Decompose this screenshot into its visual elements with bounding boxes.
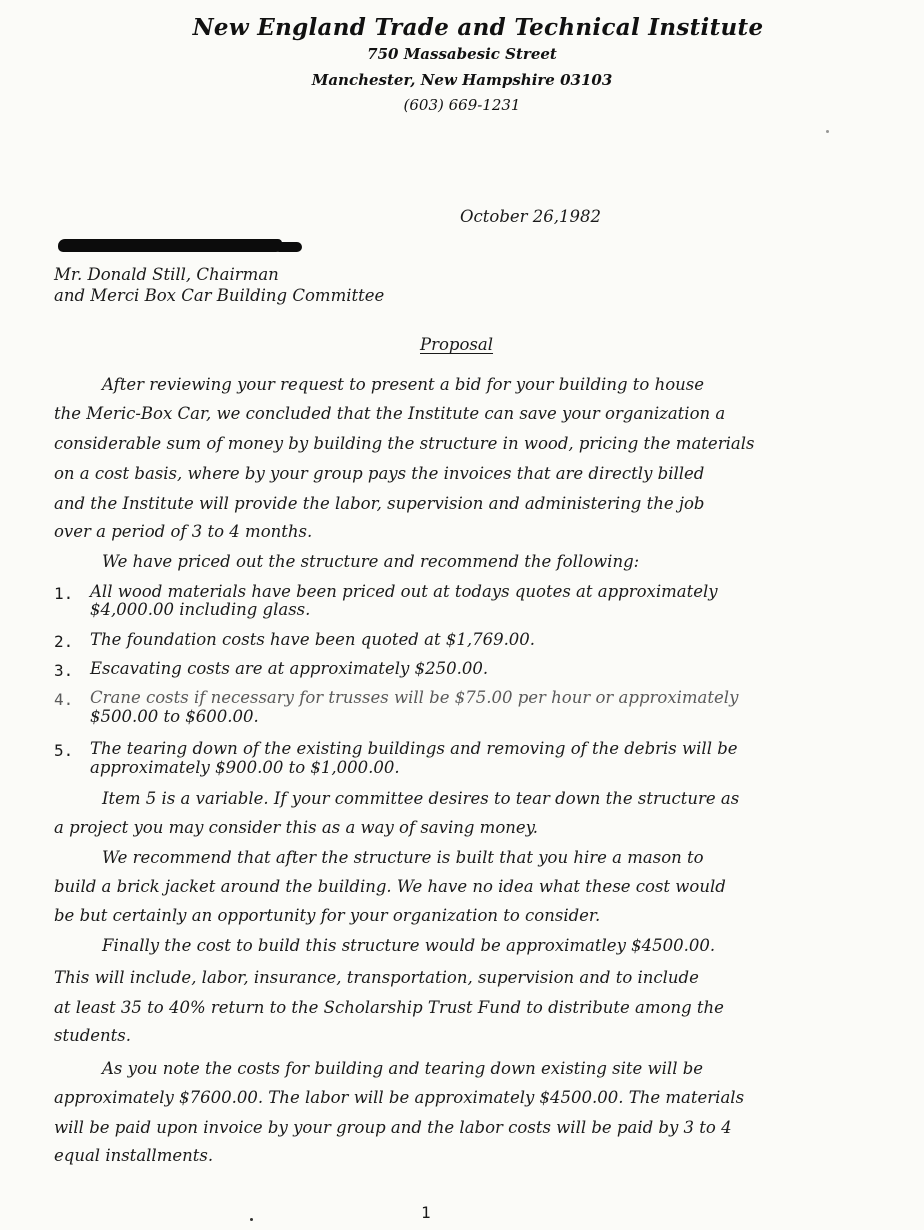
- paragraph-1-line: considerable sum of money by building the structure in wood, pricing the materials: [54, 434, 755, 453]
- paragraph-1-line: on a cost basis, where by your group pays the invoices that are directly billed: [54, 464, 705, 483]
- item-line: Escavating costs are at approximately $250.00.: [90, 659, 489, 678]
- paragraph-2-line: a project you may consider this as a way of saving money.: [54, 818, 539, 837]
- paragraph-5-line: will be paid upon invoice by your group and the labor costs will be paid by 3 to 4: [54, 1118, 732, 1137]
- paper-speck: [250, 1218, 253, 1221]
- paragraph-1-line: over a period of 3 to 4 months.: [54, 522, 313, 541]
- item-line: The tearing down of the existing buildings and removing of the debris will be: [90, 739, 738, 758]
- item-line: approximately $900.00 to $1,000.00.: [90, 758, 400, 777]
- item-line: $4,000.00 including glass.: [90, 600, 311, 619]
- letterhead-phone: (603) 669-1231: [403, 96, 521, 114]
- paper-speck: [826, 130, 829, 133]
- recipient-line-2: and Merci Box Car Building Committee: [54, 286, 385, 305]
- recipient-line-1: Mr. Donald Still, Chairman: [54, 265, 279, 284]
- item-line: Crane costs if necessary for trusses will be $75.00 per hour or approximately: [90, 688, 739, 707]
- paragraph-4-line: students.: [54, 1026, 132, 1045]
- item-line: The foundation costs have been quoted at $1,769.00.: [90, 630, 536, 649]
- paragraph-4-line: This will include, labor, insurance, transportation, supervision and to include: [54, 968, 699, 987]
- paragraph-4-line: at least 35 to 40% return to the Scholarship Trust Fund to distribute among the: [54, 998, 724, 1017]
- letterhead-city: Manchester, New Hampshire 03103: [311, 71, 613, 89]
- list-intro: We have priced out the structure and recommend the following:: [102, 552, 640, 571]
- item-number: 1.: [54, 584, 74, 603]
- item-number: 5.: [54, 741, 74, 760]
- page-number: 1: [421, 1203, 431, 1222]
- letterhead-street: 750 Massabesic Street: [367, 45, 557, 63]
- paragraph-5-line: equal installments.: [54, 1146, 214, 1165]
- letterhead-institute-name: New England Trade and Technical Institute: [192, 14, 764, 41]
- paragraph-1-line: After reviewing your request to present a bid for your building to house: [102, 375, 704, 394]
- item-line: All wood materials have been priced out at todays quotes at approximately: [90, 582, 718, 601]
- item-number: 3.: [54, 661, 74, 680]
- paragraph-3-line: build a brick jacket around the building. We have no idea what these cost would: [54, 877, 726, 896]
- proposal-heading: Proposal: [420, 335, 494, 354]
- redaction-bar: [58, 239, 282, 252]
- paragraph-2-line: Item 5 is a variable. If your committee desires to tear down the structure as: [102, 789, 740, 808]
- item-number: 4.: [54, 690, 74, 709]
- paragraph-5-line: approximately $7600.00. The labor will be approximately $4500.00. The materials: [54, 1088, 745, 1107]
- paragraph-3-line: be but certainly an opportunity for your organization to consider.: [54, 906, 601, 925]
- item-number: 2.: [54, 632, 74, 651]
- paragraph-3-line: We recommend that after the structure is built that you hire a mason to: [102, 848, 704, 867]
- paragraph-4-line: Finally the cost to build this structure would be approximatley $4500.00.: [102, 936, 716, 955]
- item-line: $500.00 to $600.00.: [90, 707, 259, 726]
- paragraph-1-line: the Meric-Box Car, we concluded that the Institute can save your organization a: [54, 404, 726, 423]
- paragraph-5-line: As you note the costs for building and tearing down existing site will be: [102, 1059, 704, 1078]
- letter-date: October 26,1982: [460, 207, 602, 226]
- redaction-bar-small: [274, 242, 302, 252]
- paragraph-1-line: and the Institute will provide the labor, supervision and administering the job: [54, 494, 705, 513]
